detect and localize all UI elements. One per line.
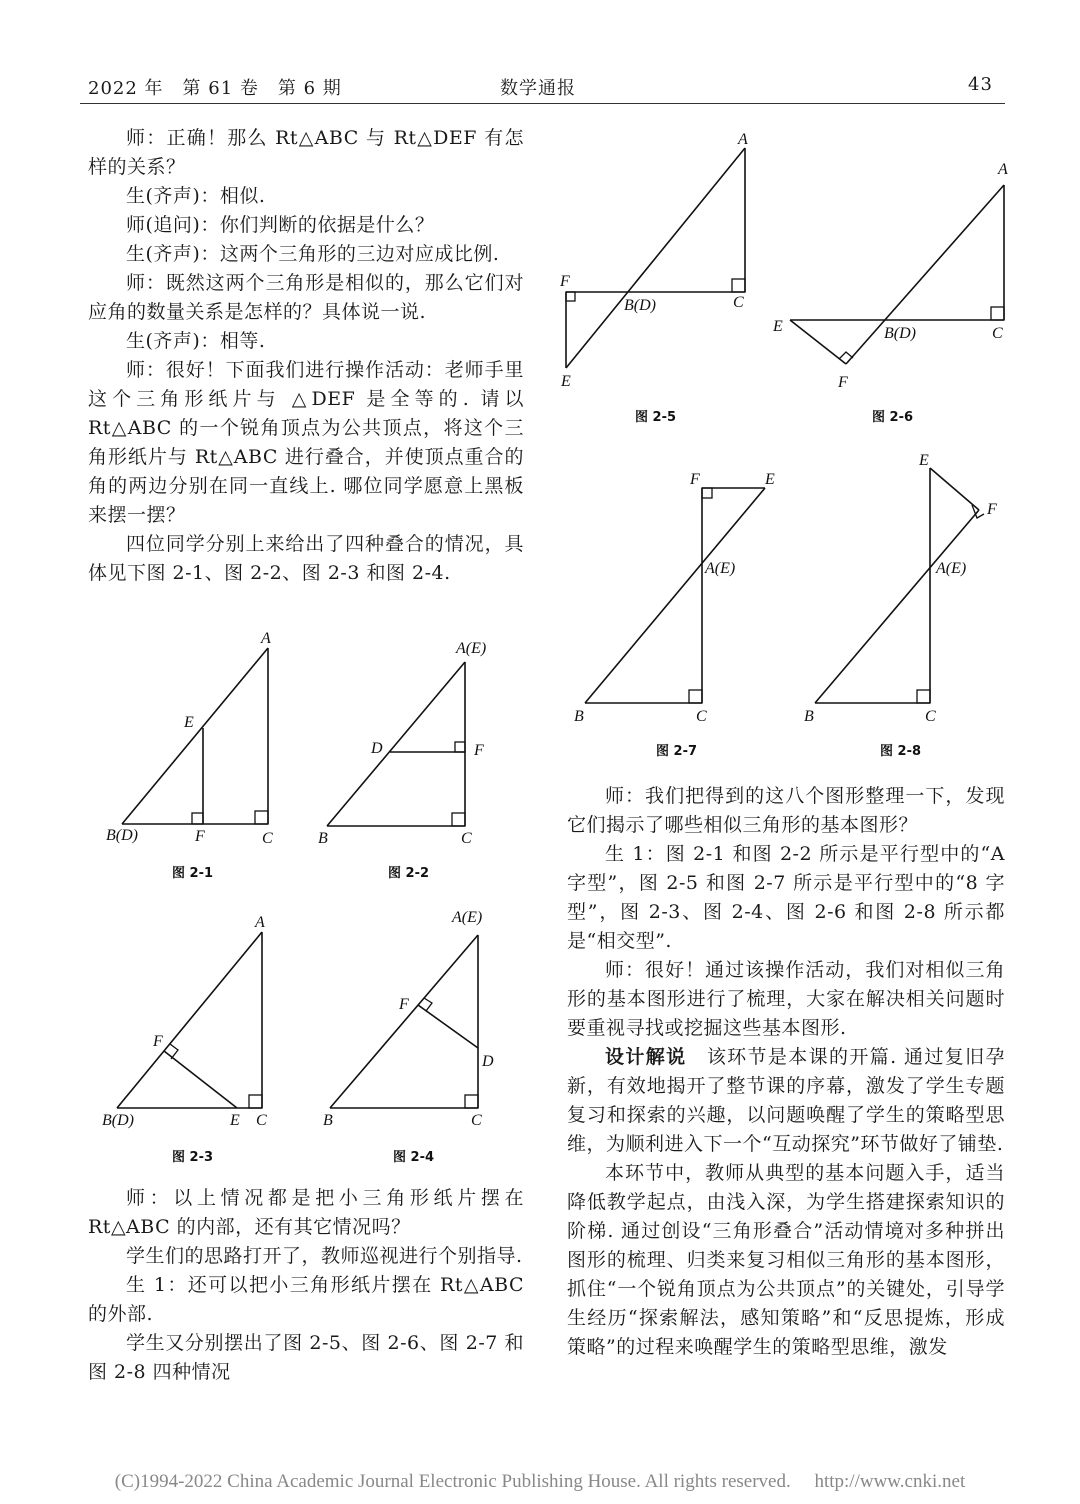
figure-label: C	[696, 708, 707, 725]
right-angle-mark	[702, 488, 712, 498]
right-angle-mark	[465, 1095, 478, 1108]
figure-label: A(E)	[936, 560, 967, 577]
paragraph: 生(齐声)：相等.	[126, 330, 266, 352]
figure-label: A	[255, 914, 265, 931]
paragraph: 师：很好！下面我们进行操作活动：老师手里这个三角形纸片与 △DEF 是全等的. 请以 Rt△ABC 的一个锐角顶点为公共顶点，将这个三角形纸片与 Rt△ABC 进行叠合，并使顶点重合的角的两边分别在同一直线上. 哪位同学愿意上黑板来摆一摆？	[88, 359, 524, 526]
figure-label: A	[998, 161, 1008, 178]
figure-label: E	[773, 318, 783, 335]
paragraph: 四位同学分别上来给出了四种叠合的情况，具体见下图 2-1、图 2-2、图 2-3 和图 2-4.	[88, 533, 524, 584]
figure-label: E	[184, 714, 194, 731]
right-angle-mark	[732, 279, 745, 292]
figure-label: F	[690, 471, 700, 488]
figure-label: B(D)	[106, 827, 138, 844]
figure-segment	[930, 468, 979, 510]
figure-label: A	[261, 630, 271, 647]
figure-2-6	[772, 161, 1008, 425]
figure-label: A	[738, 131, 748, 148]
paragraph: 师：很好！通过该操作活动，我们对相似三角形的基本图形进行了梳理，大家在解决相关问题时要重视寻找或挖掘这些基本图形.	[567, 959, 1005, 1039]
figure-label: 图 2-8	[880, 744, 922, 759]
figure-label: B(D)	[102, 1112, 134, 1129]
paragraph: 师(追问)：你们判断的依据是什么？	[126, 214, 435, 236]
paragraph: 生 1：图 2-1 和图 2-2 所示是平行型中的“A 字型”，图 2-5 和图 2-7 所示是平行型中的“8 字型”，图 2-3、图 2-4、图 2-6 和图 2-8 所示都是“相交型”.	[567, 843, 1005, 952]
figure-label: F	[560, 273, 570, 290]
figure-label: E	[561, 373, 571, 390]
figure-label: B	[574, 708, 584, 725]
figure-segment	[846, 185, 1004, 364]
figure-label: F	[987, 501, 997, 518]
paragraph: 师：我们把得到的这八个图形整理一下，发现它们揭示了哪些相似三角形的基本图形？	[567, 785, 1005, 836]
figure-segment	[122, 648, 268, 824]
paragraph: 师：以上情况都是把小三角形纸片摆在 Rt△ABC 的内部，还有其它情况吗？	[88, 1187, 524, 1238]
copyright-footer: (C)1994-2022 China Academic Journal Electronic Publishing House. All rights reserved. http://www.cnki.net	[114, 1471, 966, 1492]
figure-label: 图 2-5	[635, 410, 677, 425]
figure-label: A(E)	[705, 560, 736, 577]
figure-label: F	[195, 828, 205, 845]
figure-segment	[790, 320, 846, 364]
figure-label: F	[474, 742, 484, 759]
figure-label: 图 2-2	[388, 866, 430, 881]
figure-label: E	[765, 471, 775, 488]
figure-label: C	[733, 294, 744, 311]
figure-label: B	[323, 1112, 333, 1129]
figure-segment	[330, 935, 478, 1108]
figure-label: B	[318, 830, 328, 847]
figure-label: F	[153, 1033, 163, 1050]
paragraph: 本环节中，教师从典型的基本问题入手，适当降低教学起点，由浅入深，为学生搭建探索知识的阶梯. 通过创设“三角形叠合”活动情境对多种拼出图形的梳理、归类来复习相似三角形的基本图形，抓住“一个锐角顶点为公共顶点”的关键处，引导学生经历“探索解法，感知策略”和“反思提炼，形成策略”的过程来唤醒学生的策略型思维，激发	[567, 1162, 1005, 1358]
issue-info: 2022 年 第 61 卷 第 6 期	[88, 78, 342, 99]
figure-label: C	[925, 708, 936, 725]
figure-2-8	[804, 452, 997, 759]
right-angle-mark	[917, 690, 930, 703]
design-text: 该环节是本课的开篇. 通过复旧孕新，有效地揭开了整节课的序幕，激发了学生专题复习和探索的兴趣，以问题唤醒了学生的策略型思维，为顺利进入下一个“互动探究”环节做好了铺垫.	[567, 1046, 1005, 1155]
figure-2-5	[559, 131, 748, 425]
figure-label: C	[461, 830, 472, 847]
figure-label: 图 2-3	[172, 1150, 214, 1165]
figure-label: 图 2-1	[172, 866, 214, 881]
right-angle-mark	[424, 998, 432, 1011]
right-angle-mark	[192, 813, 203, 824]
figure-label: D	[482, 1053, 494, 1070]
figure-segment	[327, 662, 465, 826]
right-angle-mark	[991, 307, 1004, 320]
figure-segment	[117, 932, 262, 1108]
figure-label: 图 2-6	[872, 410, 914, 425]
figure-label: A(E)	[452, 909, 483, 926]
right-angle-mark	[452, 813, 465, 826]
figure-2-3	[102, 914, 267, 1165]
page-number: 43	[968, 74, 993, 95]
figure-segment	[566, 148, 745, 368]
figure-segment	[585, 488, 765, 703]
paragraph: 师：既然这两个三角形是相似的，那么它们对应角的数量关系是怎样的？具体说一说.	[88, 272, 524, 323]
right-angle-mark	[689, 690, 702, 703]
figure-label: E	[230, 1112, 240, 1129]
figure-label: C	[992, 325, 1003, 342]
figure-2-2	[318, 640, 486, 881]
figure-label: B	[804, 708, 814, 725]
figure-label: E	[919, 452, 929, 469]
paragraph: 师：正确！那么 Rt△ABC 与 Rt△DEF 有怎样的关系？	[88, 127, 524, 178]
figure-label: A(E)	[456, 640, 487, 657]
figure-2-1	[106, 630, 273, 881]
figure-label: F	[399, 996, 409, 1013]
figure-label: C	[256, 1112, 267, 1129]
design-keyword: 设计解说	[605, 1046, 687, 1068]
figure-2-7	[574, 471, 775, 759]
paragraph: 生(齐声)：这两个三角形的三边对应成比例.	[126, 243, 500, 265]
figure-label: C	[471, 1112, 482, 1129]
right-angle-mark	[249, 1095, 262, 1108]
figure-2-4	[323, 909, 494, 1165]
figure-label: C	[262, 830, 273, 847]
figure-segment	[815, 510, 979, 703]
figure-label: 图 2-7	[656, 744, 698, 759]
paragraph: 生(齐声)：相似.	[126, 185, 266, 207]
figure-label: B(D)	[884, 325, 916, 342]
right-angle-mark	[255, 811, 268, 824]
figure-label: F	[838, 374, 848, 391]
figure-segment	[164, 1051, 237, 1108]
right-angle-mark	[566, 292, 575, 301]
figure-segment	[418, 1005, 478, 1048]
paragraph: 生 1：还可以把小三角形纸片摆在 Rt△ABC 的外部.	[88, 1274, 524, 1325]
right-angle-mark	[455, 742, 465, 752]
figure-label: B(D)	[624, 297, 656, 314]
journal-title: 数学通报	[500, 78, 576, 99]
paragraph: 学生又分别摆出了图 2-5、图 2-6、图 2-7 和图 2-8 四种情况	[88, 1332, 524, 1383]
figure-label: 图 2-4	[393, 1150, 435, 1165]
paragraph: 学生们的思路打开了，教师巡视进行个别指导.	[126, 1245, 523, 1267]
figure-label: D	[371, 740, 383, 757]
